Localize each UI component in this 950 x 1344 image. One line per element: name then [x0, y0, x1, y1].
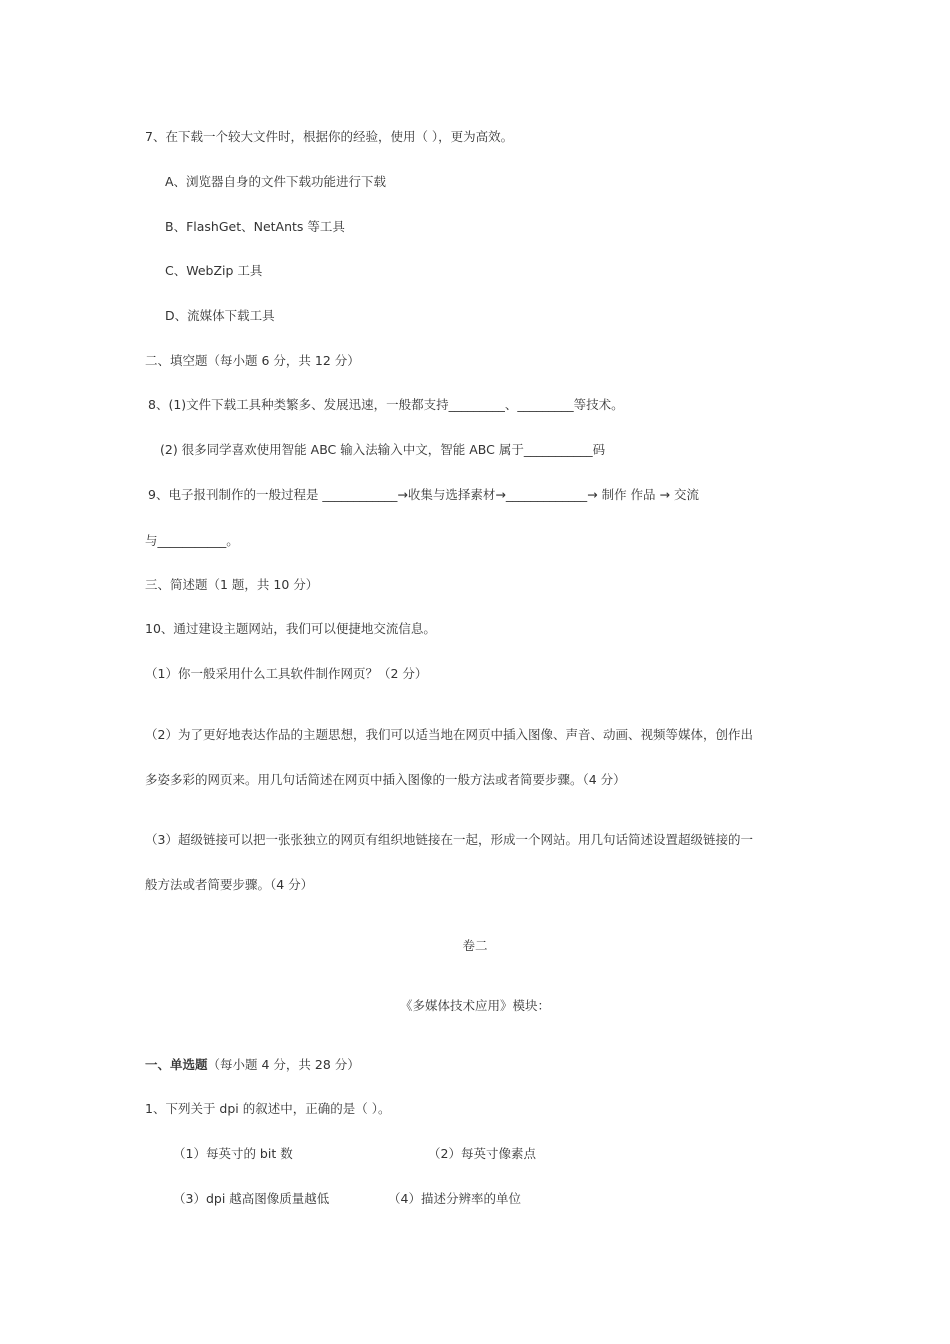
- module-title: 《多媒体技术应用》模块：: [399, 998, 550, 1013]
- q10-stem: 10、通过建设主题网站，我们可以便捷地交流信息。: [145, 621, 436, 636]
- q9-line2: 与___________。: [145, 533, 239, 548]
- q10-sub2-line1: （2）为了更好地表达作品的主题思想，我们可以适当地在网页中插入图像、声音、动画、视频等媒体，创作出: [145, 727, 753, 742]
- q7-option-b: B、FlashGet、NetAnts 等工具: [165, 219, 345, 234]
- single-choice-heading-score: （每小题 4 分，共 28 分）: [207, 1057, 360, 1072]
- q10-sub3-line2: 般方法或者简要步骤。（4 分）: [145, 877, 314, 892]
- single-choice-heading: [145, 1057, 360, 1073]
- section2-heading: 二、填空题（每小题 6 分，共 12 分）: [145, 353, 360, 368]
- q1-option-2: （2）每英寸像素点: [428, 1146, 536, 1161]
- q1-option-3: （3）dpi 越高图像质量越低: [173, 1191, 330, 1206]
- q9-line1: 9、电子报刊制作的一般过程是 ____________→收集与选择素材→_____________→ 制作 作品 → 交流: [148, 487, 699, 502]
- q10-sub1: （1）你一般采用什么工具软件制作网页？（2 分）: [145, 666, 428, 681]
- single-choice-heading-label: 一、单选题: [145, 1057, 208, 1072]
- volume2-title: 卷二: [462, 938, 488, 953]
- q1-stem: 1、下列关于 dpi 的叙述中，正确的是（ ）。: [145, 1101, 391, 1116]
- q10-sub3-line1: （3）超级链接可以把一张张独立的网页有组织地链接在一起，形成一个网站。用几句话简述设置超级链接的一: [145, 832, 753, 847]
- section3-heading: 三、简述题（1 题，共 10 分）: [145, 577, 319, 592]
- q1-option-1: （1）每英寸的 bit 数: [173, 1146, 293, 1161]
- q7-option-c: C、WebZip 工具: [165, 263, 263, 278]
- q7-stem: 7、在下载一个较大文件时，根据你的经验，使用（ ），更为高效。: [145, 129, 514, 144]
- q8-part1: 8、(1)文件下载工具种类繁多、发展迅速，一般都支持_________、_________等技术。: [148, 397, 624, 412]
- q10-sub2-line2: 多姿多彩的网页来。用几句话简述在网页中插入图像的一般方法或者简要步骤。（4 分）: [145, 772, 626, 787]
- q1-option-4: （4）描述分辨率的单位: [388, 1191, 521, 1206]
- q7-option-d: D、流媒体下载工具: [165, 308, 275, 323]
- q8-part2: (2) 很多同学喜欢使用智能 ABC 输入法输入中文，智能 ABC 属于___________码: [160, 442, 606, 457]
- q7-option-a: A、浏览器自身的文件下载功能进行下载: [165, 174, 387, 189]
